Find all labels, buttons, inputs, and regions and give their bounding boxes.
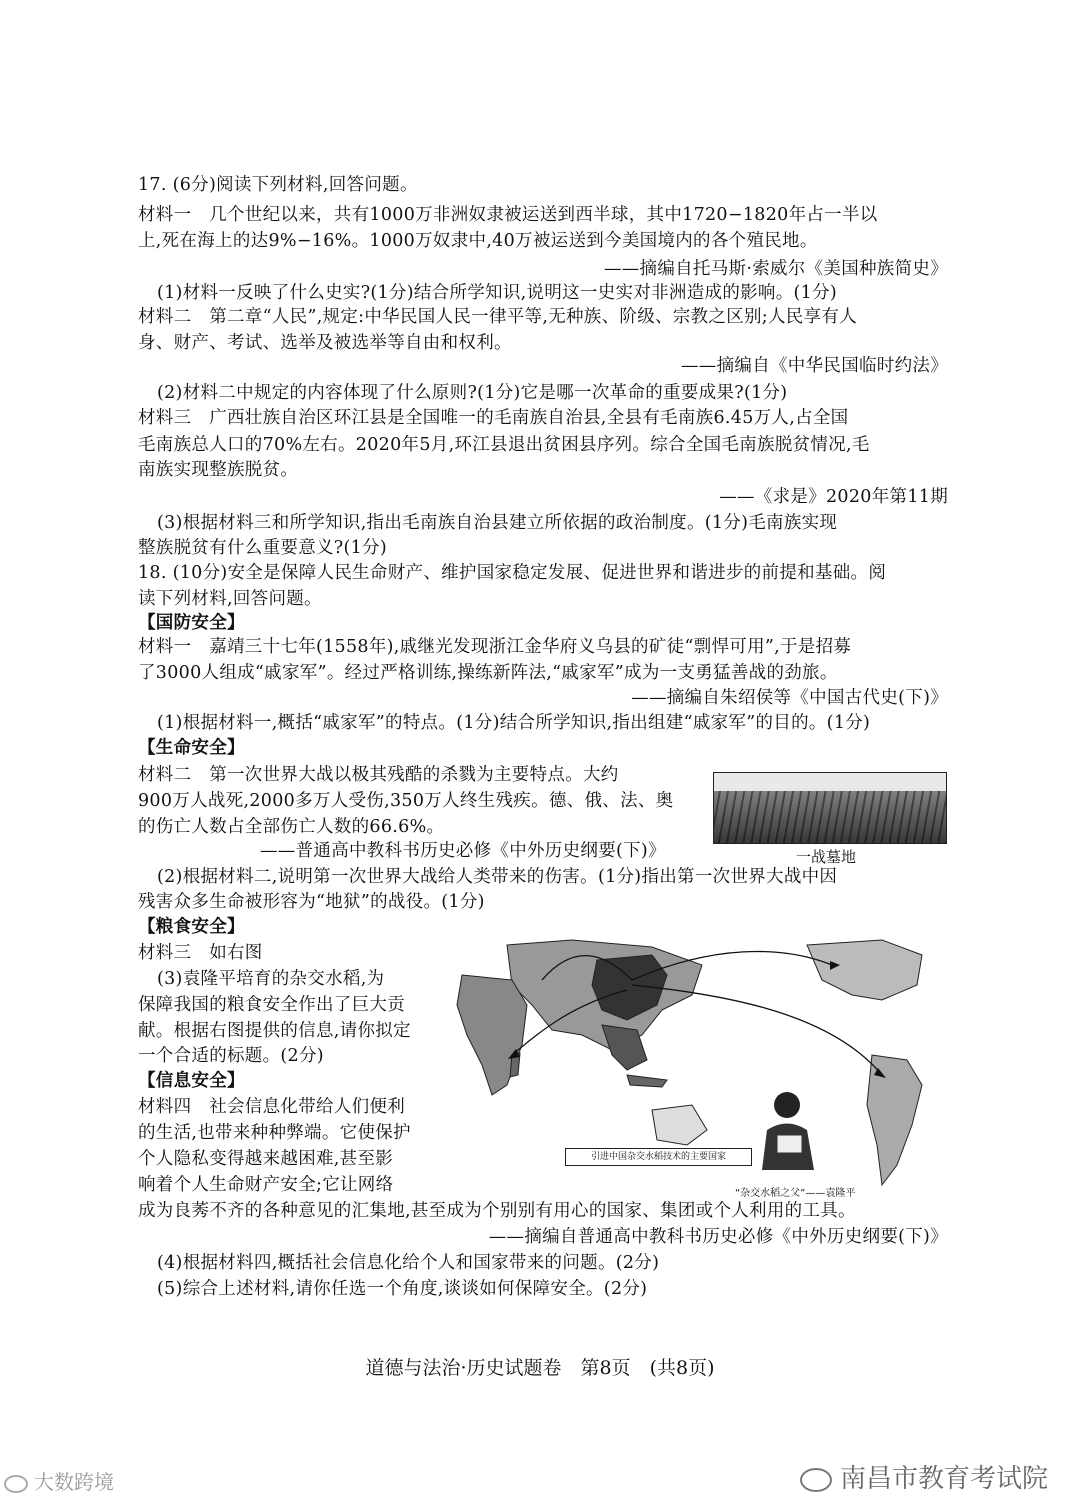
q18-question2-line1: (2)根据材料二,说明第一次世界大战给人类带来的伤害。(1分)指出第一次世界大战中因 <box>157 867 838 887</box>
q17-question2: (2)材料二中规定的内容体现了什么原则?(1分)它是哪一次革命的重要成果?(1分) <box>157 383 788 403</box>
q18-question4: (4)根据材料四,概括社会信息化给个人和国家带来的问题。(2分) <box>157 1253 660 1273</box>
q17-material1-line1: 材料一 几个世纪以来，共有1000万非洲奴隶被运送到西半球，其中1720−1820年占一半以 <box>138 205 878 225</box>
q18-material1-line1: 材料一 嘉靖三十七年(1558年),戚继光发现浙江金华府义乌县的矿徒“剽悍可用”,于是招募 <box>138 637 852 657</box>
q18-material4-line3: 个人隐私变得越来越困难,甚至影 <box>138 1149 394 1169</box>
wechat-icon <box>800 1468 832 1492</box>
watermark-left-text: 大数跨境 <box>34 1470 114 1494</box>
q17-material2-source: ——摘编自《中华民国临时约法》 <box>681 356 948 376</box>
q18-material1-source: ——摘编自朱绍侯等《中国古代史(下)》 <box>631 688 948 708</box>
q18-material4-line5: 成为良莠不齐的各种意见的汇集地,甚至成为个别别有用心的国家、集团或个人利用的工具。 <box>138 1201 856 1221</box>
q18-material4-line2: 的生活,也带来种种弊端。它使保护 <box>138 1123 411 1143</box>
q18-material2-line1: 材料二 第一次世界大战以极其残酷的杀戮为主要特点。大约 <box>138 765 619 785</box>
ww1-cemetery-photo <box>713 772 947 844</box>
q18-question5: (5)综合上述材料,请你任选一个角度,谈谈如何保障安全。(2分) <box>157 1279 648 1299</box>
q17-material1-line2: 上,死在海上的达9%−16%。1000万奴隶中,40万被运送到今美国境内的各个殖民地。 <box>138 231 818 251</box>
q17-question3-line2: 整族脱贫有什么重要意义?(1分) <box>138 538 387 558</box>
q18-section-defense: 【国防安全】 <box>138 613 245 633</box>
photo-caption: 一战墓地 <box>796 848 857 866</box>
q18-material4-source: ——摘编自普通高中教科书历史必修《中外历史纲要(下)》 <box>488 1227 948 1247</box>
q18-section-life: 【生命安全】 <box>138 738 245 758</box>
q18-question2-line2: 残害众多生命被形容为“地狱”的战役。(1分) <box>138 892 485 912</box>
q18-material2-line3: 的伤亡人数占全部伤亡人数的66.6%。 <box>138 817 445 837</box>
watermark-right-text: 南昌市教育考试院 <box>840 1464 1049 1494</box>
q18-question3-line4: 一个合适的标题。(2分) <box>138 1046 324 1066</box>
q18-material4-line4: 响着个人生命财产安全;它让网络 <box>138 1175 394 1195</box>
q17-material3-line2: 毛南族总人口的70%左右。2020年5月,环江县退出贫困县序列。综合全国毛南族脱贫情况,毛 <box>138 435 870 455</box>
q17-question1: (1)材料一反映了什么史实?(1分)结合所学知识,说明这一史实对非洲造成的影响。(1分) <box>157 283 838 303</box>
q17-material2-line2: 身、财产、考试、选举及被选举等自由和权利。 <box>138 333 512 353</box>
map-legend: 引进中国杂交水稻技术的主要国家 <box>565 1148 752 1166</box>
map-caption: “杂交水稻之父”——袁隆平 <box>735 1188 856 1199</box>
page-footer: 道德与法治·历史试题卷 第8页 (共8页) <box>365 1357 715 1379</box>
q17-material2-line1: 材料二 第二章“人民”,规定:中华民国人民一律平等,无种族、阶级、宗教之区别;人民享有人 <box>138 307 858 327</box>
q17-header: 17. (6分)阅读下列材料,回答问题。 <box>138 175 418 195</box>
q18-material1-line2: 了3000人组成“戚家军”。经过严格训练,操练新阵法,“戚家军”成为一支勇猛善战的劲旅。 <box>138 663 838 683</box>
q18-question3-line3: 献。根据右图提供的信息,请你拟定 <box>138 1021 411 1041</box>
q18-material3: 材料三 如右图 <box>138 943 263 963</box>
q18-material4-line1: 材料四 社会信息化带给人们便利 <box>138 1097 405 1117</box>
q18-material2-source: ——普通高中教科书历史必修《中外历史纲要(下)》 <box>260 841 666 861</box>
q18-section-food: 【粮食安全】 <box>138 917 245 937</box>
watermark-left <box>4 1466 114 1495</box>
q18-header-line1: 18. (10分)安全是保障人民生命财产、维护国家稳定发展、促进世界和谐进步的前提和基础。阅 <box>138 563 887 583</box>
q17-material3-line3: 南族实现整族脱贫。 <box>138 460 299 480</box>
q17-material3-source: ——《求是》2020年第11期 <box>719 487 948 507</box>
q18-question1: (1)根据材料一,概括“戚家军”的特点。(1分)结合所学知识,指出组建“戚家军”的目的。(1分) <box>157 713 871 733</box>
q17-material3-line1: 材料三 广西壮族自治区环江县是全国唯一的毛南族自治县,全县有毛南族6.45万人,占全国 <box>138 408 849 428</box>
q18-header-line2: 读下列材料,回答问题。 <box>138 589 322 609</box>
q17-question3-line1: (3)根据材料三和所学知识,指出毛南族自治县建立所依据的政治制度。(1分)毛南族实现 <box>157 513 838 533</box>
logo-icon <box>4 1475 28 1493</box>
yuan-longping-portrait <box>757 1085 817 1170</box>
q18-question3-line2: 保障我国的粮食安全作出了巨大贡 <box>138 995 405 1015</box>
watermark-right <box>800 1458 1048 1495</box>
q18-question3-line1: (3)袁隆平培育的杂交水稻,为 <box>157 969 385 989</box>
q18-section-info: 【信息安全】 <box>138 1071 245 1091</box>
q17-material1-source: ——摘编自托马斯·索威尔《美国种族简史》 <box>603 259 948 279</box>
q18-material2-line2: 900万人战死,2000多万人受伤,350万人终生残疾。德、俄、法、奥 <box>138 791 674 811</box>
